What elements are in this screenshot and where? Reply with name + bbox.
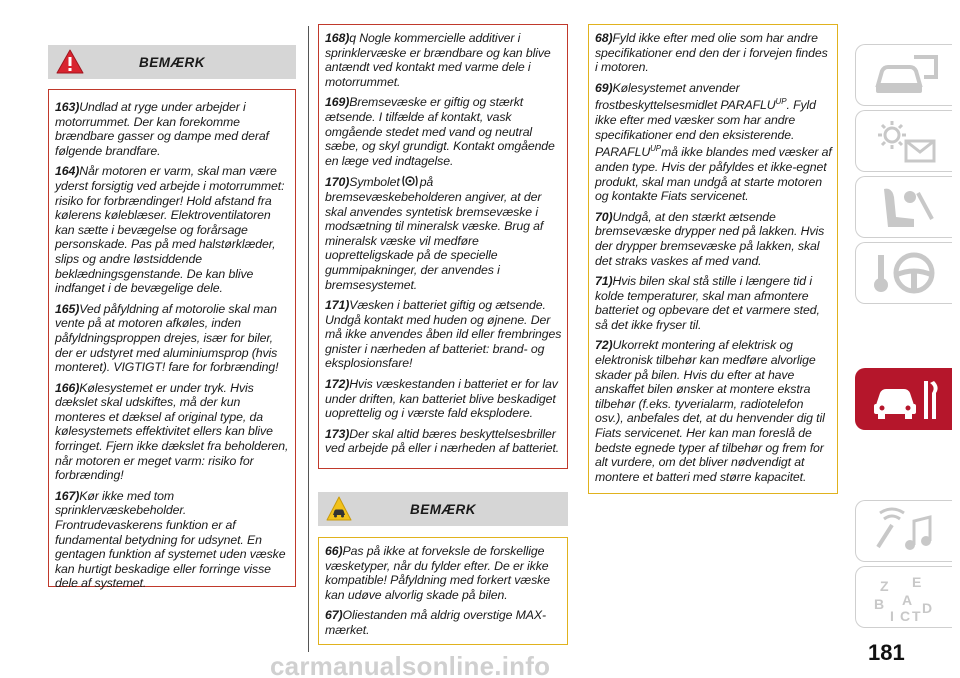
superscript: UP xyxy=(650,144,662,154)
paragraph-number: 170) xyxy=(325,175,350,190)
note-box-continued xyxy=(588,24,838,494)
note-paragraph xyxy=(55,302,290,375)
warning-heading xyxy=(48,45,296,79)
warning-heading-label: BEMÆRK xyxy=(139,54,205,70)
tab-dashboard[interactable] xyxy=(855,44,952,106)
paragraph-text: Kør ikke med tom sprinklervæskebeholder. Frontrudevaskerens funktion er af fundamental betydning for udsynet. En gentagen funktion af systemet uden væske kan hurtigt beskadige eller forringe visse dele af systemet. xyxy=(55,488,286,591)
paragraph-number: 165) xyxy=(55,301,80,316)
paragraph-number: 68) xyxy=(595,31,613,45)
key-steering-icon xyxy=(870,249,940,299)
paragraph-number: 173) xyxy=(325,426,350,441)
tab-starting-driving[interactable] xyxy=(855,242,952,304)
tab-warning-lights[interactable] xyxy=(855,110,952,172)
warning-triangle-icon xyxy=(56,49,84,75)
index-letter: I xyxy=(890,608,894,623)
multimedia-icon xyxy=(870,507,940,557)
paragraph-text: . Fyld ikke efter med væsker som har andre specifikationer end den eksisterende. PARAFLU xyxy=(595,98,816,160)
tab-multimedia[interactable] xyxy=(855,500,952,562)
car-wrench-icon xyxy=(870,375,940,425)
note-paragraph xyxy=(55,381,290,483)
paragraph-text: Ukorrekt montering af elektrisk og elektronisk tilbehør kan medføre alvorlige skader på bilen. Hvis du efter at have anskaffet bilen ønsker at montere ekstra tilbehør (f.eks. tyverialarm, radiotelefon osv.), anbefales det, at du henvender dig til Fiats servicenet. Her kan man foreslå de bedste egnede typer af tilbehør og frem for alt vurdere, om det bliver nødvendigt at montere et batteri med større kapacitet. xyxy=(595,338,825,484)
note-paragraph xyxy=(325,95,562,168)
paragraph-number: 66) xyxy=(325,544,343,558)
paragraph-number: 171) xyxy=(325,298,350,313)
warning-lights-icon xyxy=(870,117,940,167)
note-paragraph xyxy=(595,31,832,75)
paragraph-text: Hvis bilen skal stå stille i længere tid i kolde temperaturer, skal man afmontere batteriet og opbevare det et varmere sted, så det ikke fryser til. xyxy=(595,274,820,332)
paragraph-text: Ved påfyldning af motorolie skal man vente på at motoren afkøles, inden påfyldningsproppen drejes, især for biler, der er udstyret med aluminiumsprop (hvis monteret). VIGTIGT! fare for forbrænding! xyxy=(55,301,279,375)
car-dashboard-icon xyxy=(870,51,940,101)
paragraph-text: Pas på ikke at forveksle de forskellige væsketyper, når du fylder efter. De er ikke kompatible! Påfyldning med forkert væske kan udøve alvorlig skade på bilen. xyxy=(325,544,550,602)
paragraph-number: 172) xyxy=(325,377,350,392)
index-letter: D xyxy=(922,600,933,616)
brake-fluid-symbol-icon xyxy=(402,174,418,188)
note-heading xyxy=(318,492,568,526)
note-paragraph xyxy=(55,489,290,591)
note-paragraph xyxy=(325,174,562,292)
note-paragraph xyxy=(55,164,290,295)
alphabet-index-icon xyxy=(870,573,940,623)
paragraph-number: 67) xyxy=(325,608,343,623)
index-letter: A xyxy=(902,592,913,608)
note-paragraph xyxy=(325,298,562,371)
seat-airbag-icon xyxy=(870,183,940,233)
note-heading-label: BEMÆRK xyxy=(410,501,476,517)
index-letter: C xyxy=(900,608,911,623)
paragraph-number: 166) xyxy=(55,380,80,395)
note-paragraphs-continued xyxy=(595,31,832,484)
column-divider xyxy=(308,26,309,652)
note-paragraph xyxy=(595,81,832,204)
paragraph-number: 70) xyxy=(595,209,613,224)
paragraph-number: 71) xyxy=(595,274,613,289)
index-letter: T xyxy=(912,608,921,623)
paragraph-number: 72) xyxy=(595,338,613,353)
watermark: carmanualsonline.info xyxy=(270,651,551,678)
tab-maintenance[interactable] xyxy=(855,368,952,430)
paragraph-text: Kølesystemet er under tryk. Hvis dækslet skal udskiftes, må der kun monteres et dæksel af original type, da kølesystemets effektivitet ellers kan blive forringet. Fjern ikke dækslet fra beholderen, når motoren er meget varm: risiko for forbrænding! xyxy=(55,380,289,483)
warning-box xyxy=(48,89,296,591)
note-paragraph xyxy=(325,544,562,602)
paragraph-text: Kølesystemet anvender frostbeskyttelsesmidlet PARAFLU xyxy=(595,80,776,113)
paragraph-text: må ikke blandes med væsker af anden type. Hvis der påfyldes et ikke-egnet produkt, skal man undgå at starte motoren og kontakte Fiats servicenet. xyxy=(595,145,832,204)
index-letter: E xyxy=(912,574,922,590)
index-letter: Z xyxy=(880,578,889,594)
note-paragraph xyxy=(325,427,562,456)
note-paragraph xyxy=(595,338,832,484)
paragraph-text: Der skal altid bæres beskyttelsesbriller ved arbejde på eller i nærheden af batteriet. xyxy=(325,426,560,456)
warning-paragraphs xyxy=(55,100,290,591)
page-number: 181 xyxy=(868,640,905,665)
paragraph-number: 164) xyxy=(55,164,80,179)
tab-safety[interactable] xyxy=(855,176,952,238)
paragraph-text: Oliestanden må aldrig overstige MAX-mærket. xyxy=(325,608,546,637)
warning-paragraphs-continued xyxy=(325,31,562,456)
note-paragraph xyxy=(325,31,562,89)
note-paragraph xyxy=(325,608,562,637)
car-note-icon xyxy=(326,496,352,522)
paragraph-number: 169) xyxy=(325,95,350,110)
paragraph-text: Væsken i batteriet giftig og ætsende. Undgå kontakt med huden og øjnene. Der må ikke anvendes åben ild eller frembringes gnister i nærheden af batteriet: brand- og eksplosionsfare! xyxy=(325,298,562,371)
paragraph-number: 69) xyxy=(595,80,613,95)
note-paragraph xyxy=(325,377,562,421)
note-paragraph xyxy=(595,210,832,268)
superscript: UP xyxy=(775,97,787,107)
paragraph-text: Undgå, at den stærkt ætsende bremsevæske drypper ned på lakken. Hvis der drypper bremsevæske på lakken, skal det straks vaskes af med vand. xyxy=(595,209,825,268)
note-paragraph xyxy=(55,100,290,158)
note-paragraphs xyxy=(325,544,562,638)
paragraph-text: q Nogle kommercielle additiver i sprinklervæske er brændbare og kan blive antændt ved kontakt med varme dele i motorrummet. xyxy=(325,31,551,89)
tab-index[interactable] xyxy=(855,566,952,628)
note-box xyxy=(318,537,568,645)
paragraph-text: Når motoren er varm, skal man være yderst forsigtig ved arbejde i motorrummet: risiko for forbrændinger! Hold afstand fra kølerens køleblæser. Elektroventilatoren kan sætte i bevægelse og forårsage personskade. Pas på med halstørklæder, slips og andre løstsiddende beklædningsgenstande. De kan blive indfanget i de bevægelige dele. xyxy=(55,164,285,296)
warning-box-continued xyxy=(318,24,568,469)
paragraph-text: Undlad at ryge under arbejder i motorrummet. Der kan forekomme brændbare gasser og dampe med deraf følgende brandfare. xyxy=(55,100,269,158)
paragraph-text: på bremsevæskebeholderen angiver, at der skal anvendes syntetisk bremsevæske i modsætning til mineralsk væske. Brug af mineralsk væske vil medføre uopretteligskade på de specielle gummipakninger, der anvendes i bremsesystemet. xyxy=(325,175,544,292)
paragraph-number: 163) xyxy=(55,100,80,114)
paragraph-text: Fyld ikke efter med olie som har andre specifikationer end den der i forvejen findes i motoren. xyxy=(595,31,828,75)
paragraph-text: Symbolet xyxy=(349,175,400,190)
paragraph-number: 167) xyxy=(55,488,80,503)
paragraph-text: Hvis væskestanden i batteriet er for lav under driften, kan batteriet blive beskadiget uoprettelig og i værste fald eksplodere. xyxy=(325,377,558,421)
index-letter: B xyxy=(874,596,885,612)
note-paragraph xyxy=(595,274,832,332)
paragraph-number: 168) xyxy=(325,31,350,45)
paragraph-text: Bremsevæske er giftig og stærkt ætsende. I tilfælde af kontakt, vask omgående stedet med vand og neutral sæbe, og skyl grundigt. Kontakt omgående en læge ved indtagelse. xyxy=(325,95,555,168)
